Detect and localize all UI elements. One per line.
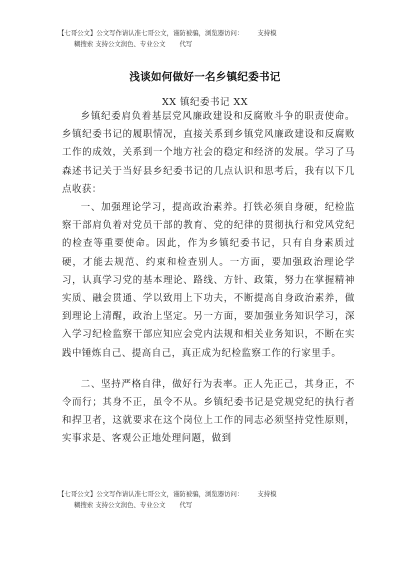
footer-line-2	[58, 500, 358, 511]
body-paragraph: 一、加强理论学习，提高政治素养。打铁必须自身硬，纪检监察干部肩负着对党员干部的教育、党的纪律的贯彻执行和党风党纪的检查等重要使命。因此，作为乡镇纪委书记，只有自身素质过硬，才能去规范、约束和检查别人。一方面，要加强政治理论学习，认真学习党的基本理论、路线、方针、政策，努力在掌握精神实质、融会贯通、学以致用上下功夫，不断提高自身政治素养，做到理论上清醒，政治上坚定。另一方面，要加强业务知识学习，深入学习纪检监察干部应知应会党内法规和相关业务知识，不断在实践中锤炼自己、提高自己，真正成为纪检监察工作的行家里手。	[62, 202, 355, 359]
body-paragraph: 乡镇纪委肩负着基层党风廉政建设和反腐败斗争的职责使命。乡镇纪委书记的履职情况，直接关系到乡镇党风廉政建设和反腐败工作的成效，关系到一个地方社会的稳定和经济的发展。学习了马森述书记关于当好县乡纪委书记的几点认识和思考后，我有以下几点收获：	[62, 111, 355, 195]
footer-line-1	[58, 489, 358, 500]
document-body	[62, 108, 355, 449]
footer-notice: 公文写作请认准七哥公文，谨防被骗，浏览器访问：	[96, 490, 244, 498]
header-line-2	[58, 39, 358, 50]
document-title: 浅谈如何做好一名乡镇纪委书记	[129, 71, 281, 83]
body-paragraph: 二、坚持严格自律，做好行为表率。正人先正己，其身正，不令而行；其身不正，虽令不从。乡镇纪委书记是党规党纪的执行者和捍卫者，这就要求在这个岗位上工作的同志必须坚持党性原则，实事求是、客观公正地处理问题，做到	[62, 378, 355, 445]
header-brand: 【七哥公文】	[58, 29, 97, 37]
header-notice: 公文写作请认准七哥公文，谨防被骗，浏览器访问：	[96, 29, 244, 37]
footer-notice-tail: 支持模	[257, 490, 277, 498]
header-line-1	[58, 28, 358, 39]
page-footer-watermark	[58, 489, 358, 511]
footer-service-tail: 代写	[179, 501, 193, 509]
document-author: XX 镇纪委书记 XX	[161, 97, 249, 108]
header-service: 糊搜索 支持公文润色、专业公文	[74, 40, 166, 48]
footer-brand: 【七哥公文】	[58, 490, 97, 498]
header-notice-tail: 支持模	[257, 29, 277, 37]
page-header-watermark	[58, 28, 358, 50]
header-service-tail: 代写	[179, 40, 193, 48]
footer-service: 糊搜索 支持公文润色、专业公文	[74, 501, 166, 509]
